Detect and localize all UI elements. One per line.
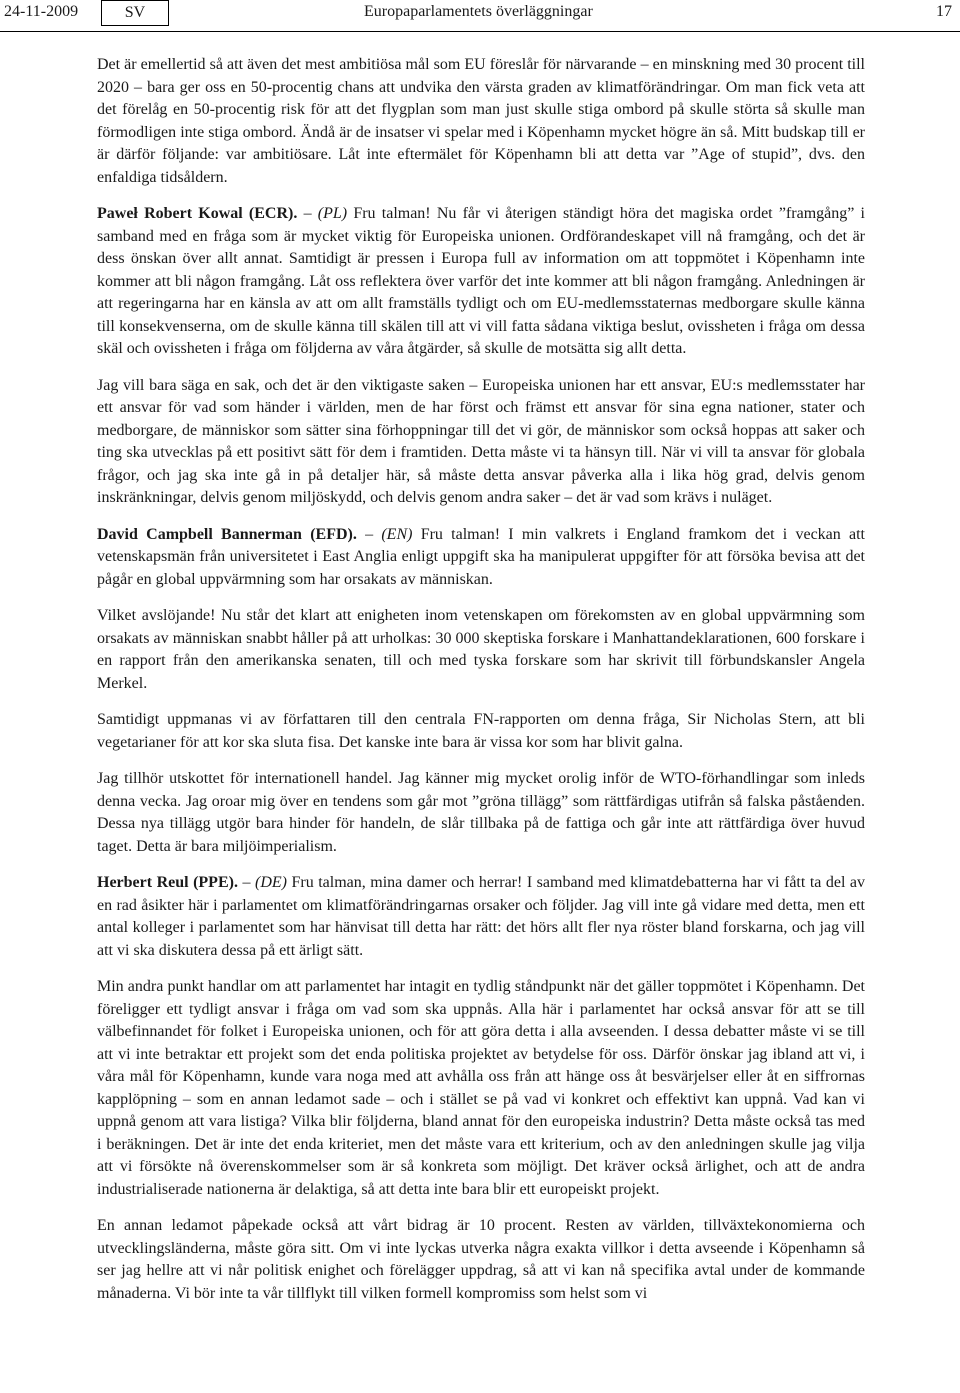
header-date: 24-11-2009 xyxy=(4,3,79,20)
speech-paragraph xyxy=(97,203,865,361)
paragraph: Jag tillhör utskottet för internationell handel. Jag känner mig mycket orolig inför de WTO-förhandlingar som inleds denna vecka. Jag oroar mig över en tendens som går mot ”gröna tillägg” som rättfärdigas utifrån så falska påståenden. Dessa nya tillägg utgör bara hinder för handeln, de slår tillbaka på de fattiga och går inte att rättfärdiga över huvud taget. Detta är bara miljöimperialism. xyxy=(97,770,865,855)
page-header xyxy=(0,0,960,32)
speech-dash: – xyxy=(237,874,255,891)
speech-paragraph xyxy=(97,524,865,592)
speech-text: Fru talman! I min valkrets i England framkom det i veckan att vetenskapsmän från universitetet i East Anglia enligt uppgift ska ha manipulerat uppgifter för att försöka bevisa att det pågår en global uppvärmning som har orsakats av människan. xyxy=(97,525,866,588)
page-number: 17 xyxy=(936,3,952,20)
speaker-name: Paweł Robert Kowal (ECR). xyxy=(97,205,298,222)
speaker-name: David Campbell Bannerman (EFD). xyxy=(97,525,357,543)
speech-text: Fru talman, mina damer och herrar! I samband med klimatdebatterna har vi fått ta del av en rad åsikter här i parlamentet om klimatförändringarnas orsaker och följder. Jag vill inte gå vidare med detta, men ett antal kolleger i parlamentet som har hänvisat till detta har rätt: det hörs allt fler nya röster bland forskarna, och jag vill att vi ska diskutera dessa på ett ärligt sätt. xyxy=(97,874,866,959)
speaker-name: Herbert Reul (PPE). xyxy=(97,874,238,891)
paragraph: Vilket avslöjande! Nu står det klart att enigheten inom vetenskapen om förekomsten av en global uppvärmning som orsakats av människan snabbt håller på att urholkas: 30 000 skeptiska forskare i Manhattandeklarationen, 600 forskare i en rapport från den amerikanska senaten, till och med tyska forskare som har skrivit till förbundskansler Angela Merkel. xyxy=(97,607,865,692)
language-box: SV xyxy=(101,0,169,26)
paragraph: Jag vill bara säga en sak, och det är den viktigaste saken – Europeiska unionen har ett ansvar, EU:s medlemsstater har ett ansvar för vad som händer i världen, men de har först och främst ett ansvar för sina egna nationer, stater och medborgare, de människor som sätter sina förhoppningar till det vi gör, de människor som också hoppas att saker och ting ska utvecklas på ett positivt sätt för dem i framtiden. Detta måste vi ta hänsyn till. När vi vill ta ansvar för globala frågor, och jag ska inte gå in på detaljer här, så måste detta ansvar påverka alla i lika hög grad, delvis genom inskränkningar, delvis genom miljöskydd, och delvis genom andra saker – det är vad som krävs i nuläget. xyxy=(97,376,865,506)
paragraph: En annan ledamot påpekade också att vårt bidrag är 10 procent. Resten av världen, tillväxtekonomierna och utvecklingsländerna, måste göra sitt. Om vi inte lyckas utverka några exakta villkor i detta avseende i Köpenhamn så ser jag hellre att vi når politisk enighet och förelägger uppdrag, så att vi kan nå specifika avtal under de kommande månaderna. Vi bör inte ta vår tillflykt till vilken formell kompromiss som helst som vi xyxy=(97,1217,865,1302)
speech-dash: – xyxy=(356,525,382,543)
speech-paragraph xyxy=(97,872,865,962)
paragraph: Det är emellertid så att även det mest ambitiösa mål som EU föreslår för närvarande – en minskning med 30 procent till 2020 – bara ger oss en 50-procentig chans att undvika den värsta graden av klimatförändringar. Om man fick veta att det förelåg en 50-procentig risk för att det flygplan som man just skulle stiga ombord på skulle störta så skulle man förmodligen inte stiga ombord. Ändå är de insatser vi spelar med i Köpenhamn mycket högre än så. Mitt budskap till er är därför följande: var ambitiösare. Låt inte eftermälet för Köpenhamn bli att detta var ”Age of stupid”, dvs. den enfaldiga tidsåldern. xyxy=(97,56,865,186)
speech-dash: – xyxy=(297,205,318,222)
language-tag: (PL) xyxy=(317,205,348,222)
paragraph: Samtidigt uppmanas vi av författaren till den centrala FN-rapporten om denna fråga, Sir Nicholas Stern, att bli vegetarianer för att kor ska sluta fisa. Det kanske inte bara är vissa kor som har blivit galna. xyxy=(97,711,865,751)
language-tag: (EN) xyxy=(381,525,413,543)
document-body xyxy=(97,54,865,1319)
speech-text: Fru talman! Nu får vi återigen ständigt höra det magiska ordet ”framgång” i samband med en fråga som är mycket viktig för Europeiska unionen. Ordförandeskapet vill nå framgång, och det är dess önskan över allt annat. Samtidigt är pressen i Europa full av information om att toppmötet i Köpenhamn inte kommer att bli någon framgång. Låt oss reflektera över varför det inte kommer att bli någon framgång. Anledningen är att regeringarna har en känsla av att om allt framställs tydligt och om EU-medlemsstaternas medborgare skulle känna till konsekvenserna, om de skulle känna till skälen till att vi vill fatta sådana viktiga beslut, ovissheten i fråga om dessa skäl och ovissheten i fråga om följderna av våra åtgärder, så skulle de motsätta sig allt detta. xyxy=(97,205,865,357)
publication-title: Europaparlamentets överläggningar xyxy=(364,3,593,20)
language-tag: (DE) xyxy=(254,874,287,891)
paragraph: Min andra punkt handlar om att parlamentet har intagit en tydlig ståndpunkt när det gäller toppmötet i Köpenhamn. Det föreligger ett tydligt ansvar i fråga om vad som ska uppnås. Alla här i parlamentet har också ansvar för att se till välbefinnandet för folket i Europeiska unionen, och för att göra detta i alla avseenden. I dessa debatter måste vi se till att vi inte betraktar ett projekt som det enda politiska projektet av betydelse för oss. Därför önskar jag ibland att vi, i våra mål för Köpenhamn, kunde vara noga med att avhålla oss från att hänge oss åt besvärjelser eller åt en siffrornas kapplöpning – som en annan ledamot sade – och i stället se på vad vi konkret och effektivt kan uppnå. Vad kan vi uppnå genom att vara listiga? Vilka blir följderna, bland annat för den europeiska industrin? Detta måste också tas med i beräkningen. Det är inte det enda kriteriet, men det måste vara ett kriterium, och av den anledningen skulle jag vilja att vi försökte nå överenskommelser som är så konkreta som möjligt. Det kräver också ärlighet, och att de andra industrialiserade nationerna är delaktiga, så att detta inte bara blir ett europeiskt projekt. xyxy=(97,978,865,1198)
